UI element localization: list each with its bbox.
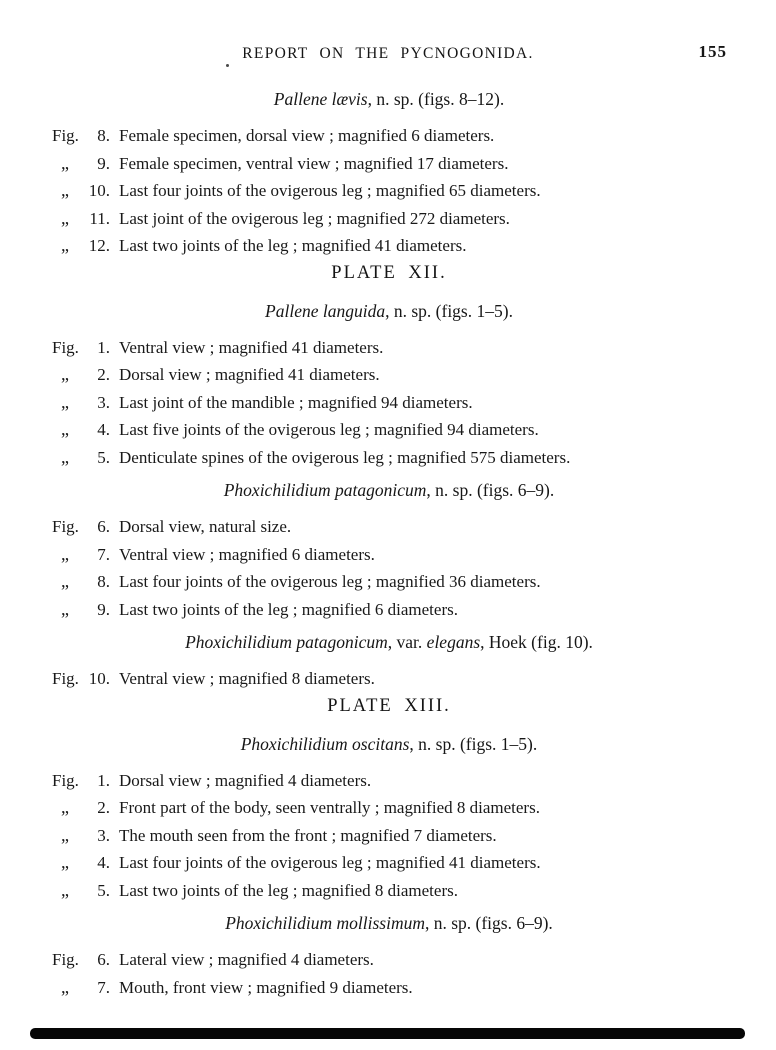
plate-title: PLATE XII. [331, 262, 447, 283]
heading-text: , Hoek (fig. 10). [480, 632, 593, 652]
fig-description: Female specimen, dorsal view ; magnified 6 diameters. [119, 126, 495, 145]
fig-label: Fig. [52, 337, 79, 357]
fig-entry [52, 665, 726, 693]
fig-entry [52, 416, 726, 444]
fig-label: Fig. [52, 669, 79, 688]
scan-artifact-bar [30, 1028, 745, 1039]
fig-number: 7. [97, 544, 110, 564]
ditto-mark: „ [61, 364, 69, 384]
fig-description: Last two joints of the leg ; magnified 8 diameters. [119, 880, 458, 900]
fig-number: 10. [88, 669, 110, 688]
fig-description: Lateral view ; magnified 4 diameters. [119, 950, 374, 969]
fig-entry [52, 596, 726, 624]
species-heading [52, 912, 726, 934]
ditto-mark: „ [61, 180, 69, 200]
fig-number: 1. [97, 337, 110, 357]
fig-entry [52, 205, 726, 233]
fig-description: Dorsal view, natural size. [119, 517, 292, 536]
fig-list [52, 513, 726, 623]
ditto-mark: „ [61, 976, 69, 997]
fig-number: 8. [97, 572, 110, 591]
ditto-mark: „ [61, 391, 69, 412]
fig-list [52, 122, 726, 260]
fig-number: 4. [97, 853, 110, 872]
fig-entry [52, 849, 726, 877]
fig-description: Female specimen, ventral view ; magnified 17 diameters. [119, 153, 509, 173]
scan-speck-artifact [226, 64, 229, 67]
species-heading [52, 300, 726, 322]
species-heading [52, 88, 726, 110]
fig-number: 6. [97, 517, 110, 536]
fig-number: 2. [97, 365, 110, 384]
fig-list [52, 946, 726, 1001]
fig-description: Ventral view ; magnified 6 diameters. [119, 544, 375, 564]
fig-number: 11. [89, 208, 110, 228]
heading-text: , n. sp. (figs. 8–12). [367, 89, 505, 109]
species-heading [52, 733, 726, 755]
fig-entry [52, 122, 726, 150]
fig-description: Last joint of the ovigerous leg ; magnified 272 diameters. [119, 208, 510, 228]
fig-number: 4. [97, 420, 110, 439]
fig-entry [52, 541, 726, 569]
species-name: Pallene languida [265, 300, 386, 321]
ditto-mark: „ [61, 235, 69, 255]
fig-label: Fig. [52, 517, 79, 536]
fig-entry [52, 877, 726, 905]
page-number: 155 [698, 42, 727, 61]
fig-description: The mouth seen from the front ; magnified 7 diameters. [119, 825, 497, 845]
heading-text: , n. sp. (figs. 1–5). [385, 300, 513, 321]
fig-number: 2. [97, 798, 110, 817]
fig-description: Denticulate spines of the ovigerous leg ; magnified 575 diameters. [119, 447, 571, 467]
species-name: Phoxichilidium patagonicum [223, 480, 427, 500]
heading-text: , n. sp. (figs. 6–9). [426, 480, 555, 500]
fig-label: Fig. [52, 126, 79, 145]
ditto-mark: „ [61, 852, 69, 872]
fig-description: Last joint of the mandible ; magnified 94 diameters. [119, 392, 473, 412]
ditto-mark: „ [61, 797, 69, 817]
fig-label: Fig. [52, 770, 79, 790]
fig-entry [52, 177, 726, 205]
species-name: Phoxichilidium mollissimum [225, 913, 425, 933]
fig-number: 10. [88, 181, 110, 200]
fig-description: Dorsal view ; magnified 4 diameters. [119, 770, 372, 790]
fig-number: 7. [97, 977, 110, 997]
heading-text: , n. sp. (figs. 1–5). [409, 733, 538, 754]
fig-entry [52, 568, 726, 596]
fig-number: 3. [97, 392, 110, 412]
fig-description: Ventral view ; magnified 8 diameters. [119, 669, 375, 688]
fig-description: Last two joints of the leg ; magnified 41 diameters. [119, 236, 467, 255]
fig-entry [52, 946, 726, 974]
fig-entry [52, 232, 726, 260]
species-name: Phoxichilidium oscitans [240, 733, 410, 754]
ditto-mark: „ [61, 543, 69, 564]
heading-text: , n. sp. (figs. 6–9). [424, 913, 553, 933]
ditto-mark: „ [61, 152, 69, 173]
fig-list [52, 665, 726, 693]
fig-description: Front part of the body, seen ventrally ; magnified 8 diameters. [119, 798, 540, 817]
ditto-mark: „ [61, 879, 69, 900]
fig-entry [52, 150, 726, 178]
species-heading [52, 631, 726, 653]
ditto-mark: „ [61, 598, 69, 619]
fig-number: 1. [97, 770, 110, 790]
ditto-mark: „ [61, 419, 69, 439]
fig-description: Last four joints of the ovigerous leg ; magnified 36 diameters. [119, 572, 541, 591]
ditto-mark: „ [61, 571, 69, 591]
species-name: Pallene lævis [273, 89, 368, 109]
fig-entry [52, 822, 726, 850]
fig-number: 3. [97, 825, 110, 845]
fig-list [52, 334, 726, 472]
running-header-title: REPORT ON THE PYCNOGONIDA. [242, 45, 534, 62]
species-name: Phoxichilidium patagonicum [185, 632, 388, 652]
fig-entry [52, 334, 726, 362]
heading-text: , var. [387, 632, 427, 652]
fig-label: Fig. [52, 950, 79, 969]
plate-title: PLATE XIII. [327, 695, 451, 716]
fig-entry [52, 767, 726, 795]
fig-entry [52, 794, 726, 822]
fig-description: Dorsal view ; magnified 41 diameters. [119, 365, 380, 384]
running-header [0, 0, 776, 63]
fig-number: 6. [97, 950, 110, 969]
fig-number: 8. [97, 126, 110, 145]
fig-number: 5. [97, 880, 110, 900]
fig-entry [52, 974, 726, 1002]
plate-descriptions [0, 88, 776, 1001]
fig-number: 5. [97, 447, 110, 467]
fig-description: Last two joints of the leg ; magnified 6 diameters. [119, 599, 458, 619]
fig-entry [52, 389, 726, 417]
ditto-mark: „ [61, 824, 69, 845]
species-name: elegans [426, 632, 481, 652]
fig-number: 12. [88, 236, 110, 255]
fig-list [52, 767, 726, 905]
fig-description: Ventral view ; magnified 41 diameters. [119, 337, 384, 357]
fig-description: Last four joints of the ovigerous leg ; magnified 41 diameters. [119, 853, 541, 872]
fig-number: 9. [97, 599, 110, 619]
ditto-mark: „ [61, 446, 69, 467]
fig-number: 9. [97, 153, 110, 173]
fig-description: Mouth, front view ; magnified 9 diameters. [119, 977, 413, 997]
fig-entry [52, 444, 726, 472]
ditto-mark: „ [61, 207, 69, 228]
fig-entry [52, 361, 726, 389]
fig-description: Last four joints of the ovigerous leg ; magnified 65 diameters. [119, 181, 541, 200]
species-heading [52, 479, 726, 501]
fig-entry [52, 513, 726, 541]
fig-description: Last five joints of the ovigerous leg ; magnified 94 diameters. [119, 420, 539, 439]
